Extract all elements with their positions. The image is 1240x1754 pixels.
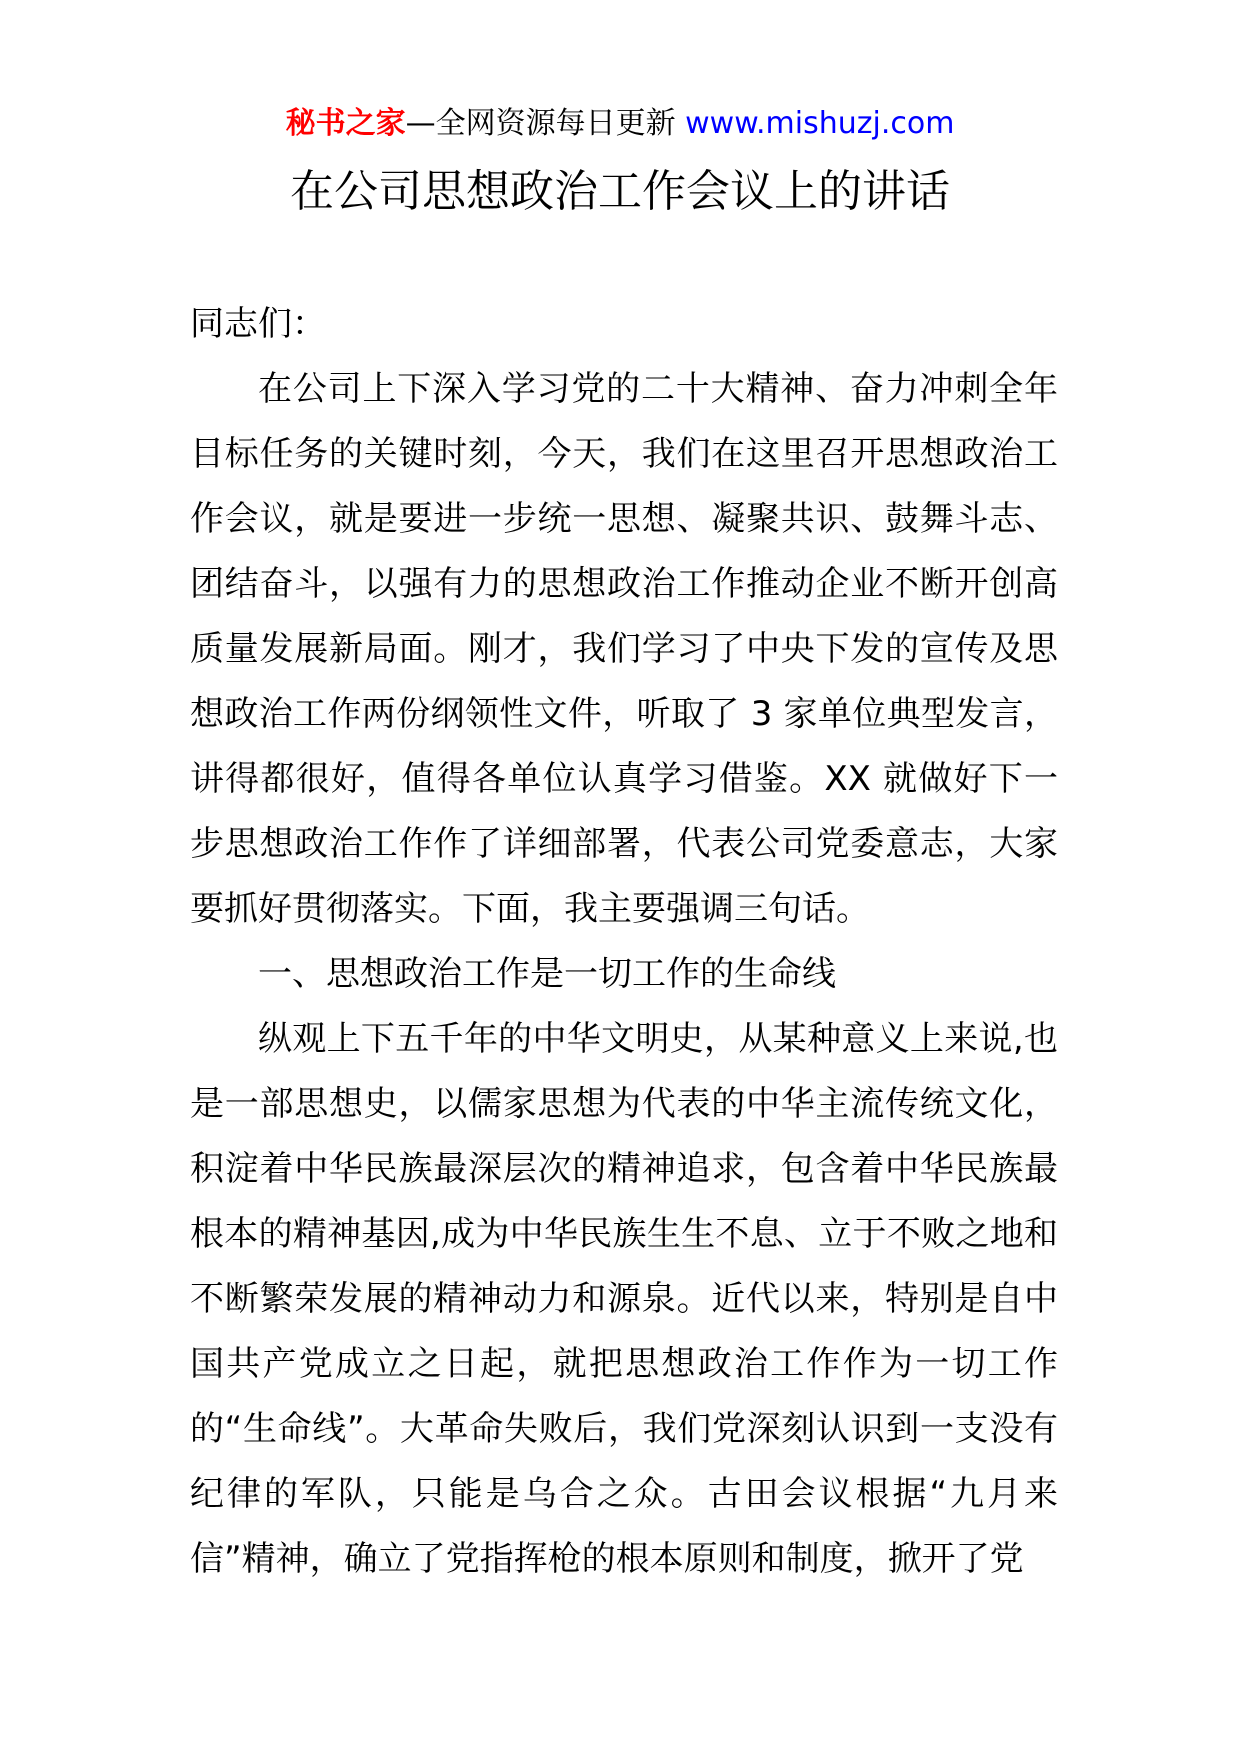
salutation: 同志们：: [190, 304, 326, 344]
site-url-link[interactable]: www.mishuzj.com: [685, 106, 955, 141]
opening-paragraph: 在公司上下深入学习党的二十大精神、奋力冲刺全年目标任务的关键时刻，今天，我们在这里召开思想政治工作会议，就是要进一步统一思想、凝聚共识、鼓舞斗志、团结奋斗，以强有力的思想政治工作推动企业不断开创高质量发展新局面。刚才，我们学习了中央下发的宣传及思想政治工作两份纲领性文件，听取了 3 家单位典型发言，讲得都很好，值得各单位认真学习借鉴。XX 就做好下一步思想政治工作作了详细部署，代表公司党委意志，大家要抓好贯彻落实。下面，我主要强调三句话。: [190, 369, 1058, 929]
document-title: 在公司思想政治工作会议上的讲话: [290, 166, 950, 217]
site-header: [0, 104, 1240, 144]
brand-name: 秘书之家: [285, 106, 406, 141]
document-body: [190, 292, 1058, 1592]
section-heading: 一、思想政治工作是一切工作的生命线: [258, 954, 836, 994]
section-paragraph: 纵观上下五千年的中华文明史，从某种意义上来说,也是一部思想史，以儒家思想为代表的中华主流传统文化，积淀着中华民族最深层次的精神追求，包含着中华民族最根本的精神基因,成为中华民族生生不息、立于不败之地和不断繁荣发展的精神动力和源泉。近代以来，特别是自中国共产党成立之日起，就把思想政治工作作为一切工作的“生命线”。大革命失败后，我们党深刻认识到一支没有纪律的军队，只能是乌合之众。古田会议根据“九月来信”精神，确立了党指挥枪的根本原则和制度，掀开了党: [190, 1019, 1058, 1579]
header-tagline: —全网资源每日更新: [405, 106, 686, 141]
